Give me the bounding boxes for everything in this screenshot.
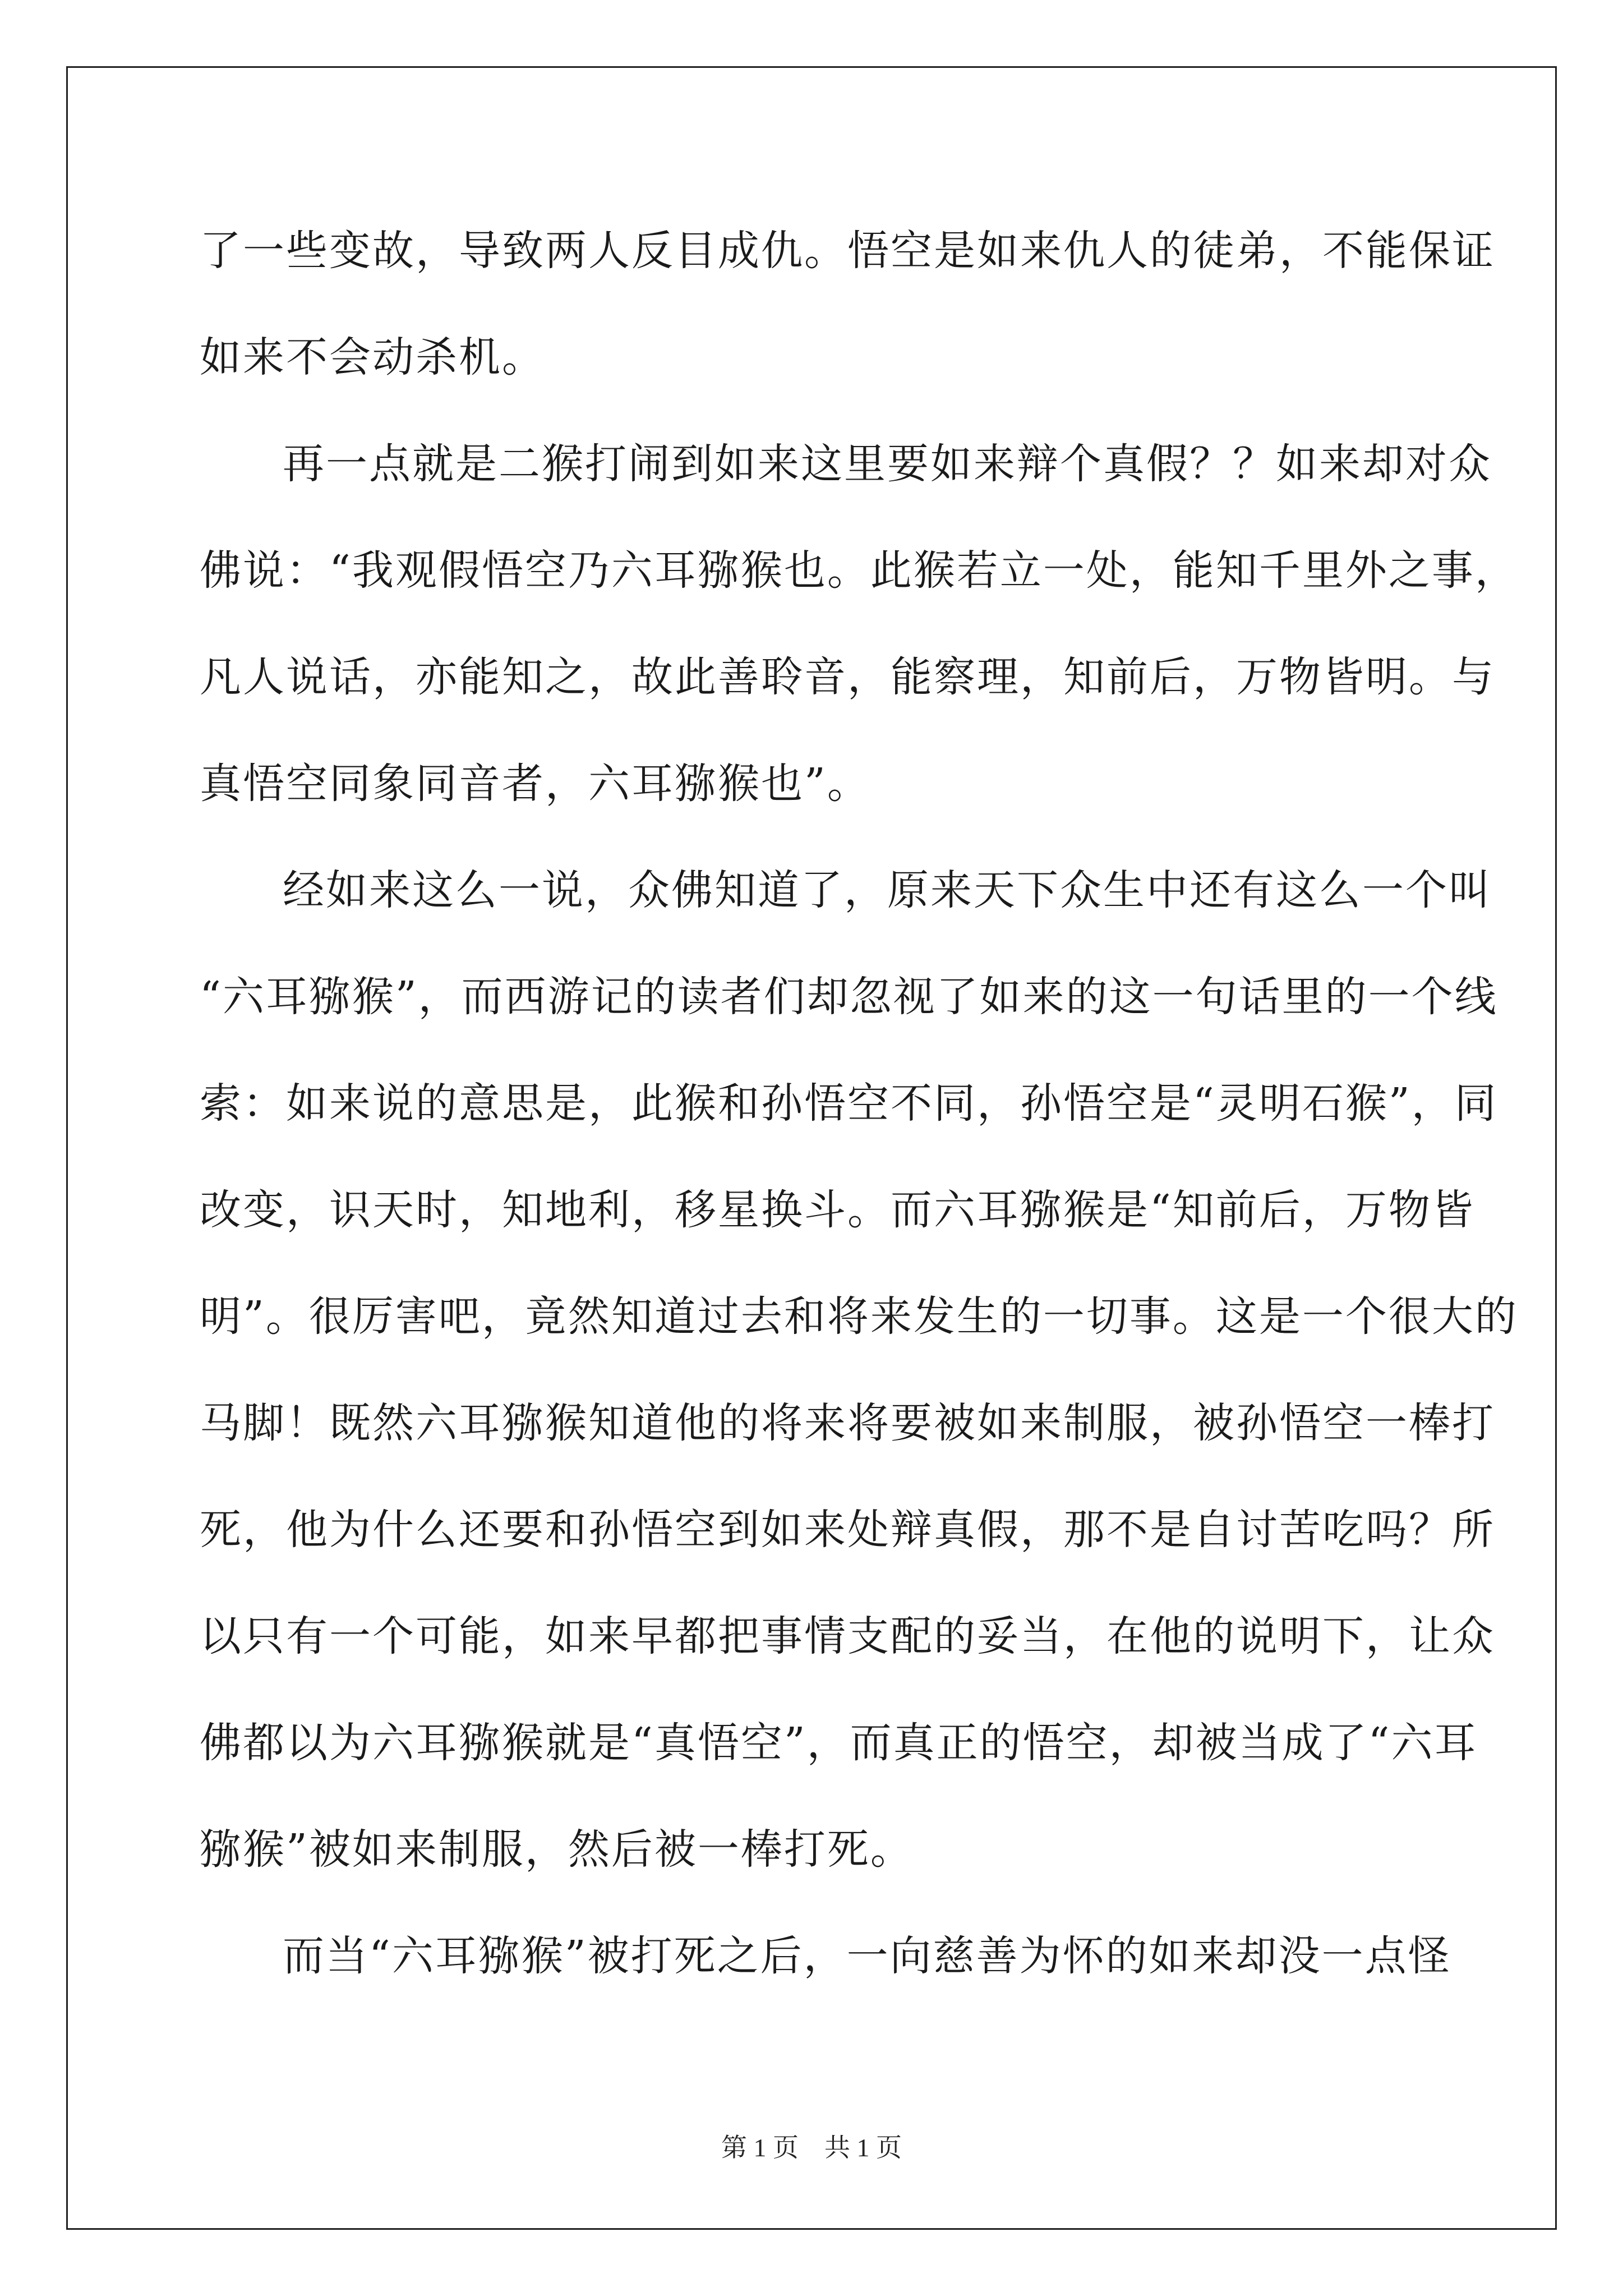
- text-line: 佛都以为六耳猕猴就是“真悟空”，而真正的悟空，却被当成了“六耳: [200, 1719, 1478, 1767]
- text-line: 而当“六耳猕猴”被打死之后，一向慈善为怀的如来却没一点怪: [283, 1932, 1451, 1980]
- text-line: 改变，识天时，知地利，移星换斗。而六耳猕猴是“知前后，万物皆: [200, 1186, 1475, 1234]
- text-line: 经如来这么一说，众佛知道了，原来天下众生中还有这么一个叫: [283, 866, 1492, 914]
- text-line: 佛说：“我观假悟空乃六耳猕猴也。此猴若立一处，能知千里外之事，: [200, 546, 1518, 595]
- document-body: [200, 209, 1518, 2021]
- text-line: 凡人说话，亦能知之，故此善聆音，能察理，知前后，万物皆明。与: [200, 653, 1495, 701]
- text-line: 真悟空同象同音者，六耳猕猴也”。: [200, 760, 870, 808]
- text-line: 了一些变故，导致两人反目成仇。悟空是如来仇人的徒弟，不能保证: [200, 227, 1495, 275]
- text-line: 猕猴”被如来制服，然后被一棒打死。: [200, 1825, 914, 1874]
- text-line: 死，他为什么还要和孙悟空到如来处辩真假，那不是自讨苦吃吗？所: [200, 1506, 1495, 1554]
- text-line: 索：如来说的意思是，此猴和孙悟空不同，孙悟空是“灵明石猴”，同: [200, 1079, 1498, 1128]
- text-line: 马脚！既然六耳猕猴知道他的将来将要被如来制服，被孙悟空一棒打: [200, 1399, 1495, 1447]
- text-line: “六耳猕猴”，而西游记的读者们却忽视了如来的这一句话里的一个线: [200, 973, 1498, 1021]
- text-line: 再一点就是二猴打闹到如来这里要如来辩个真假？？如来却对众: [283, 440, 1492, 488]
- page-footer: [0, 2127, 1623, 2164]
- page-total: 共 1 页: [824, 2133, 902, 2162]
- text-line: 如来不会动杀机。: [200, 333, 545, 381]
- page-number: 第 1 页: [721, 2133, 799, 2162]
- text-line: 以只有一个可能，如来早都把事情支配的妥当，在他的说明下，让众: [200, 1612, 1495, 1660]
- text-line: 明”。很厉害吧，竟然知道过去和将来发生的一切事。这是一个很大的: [200, 1292, 1518, 1341]
